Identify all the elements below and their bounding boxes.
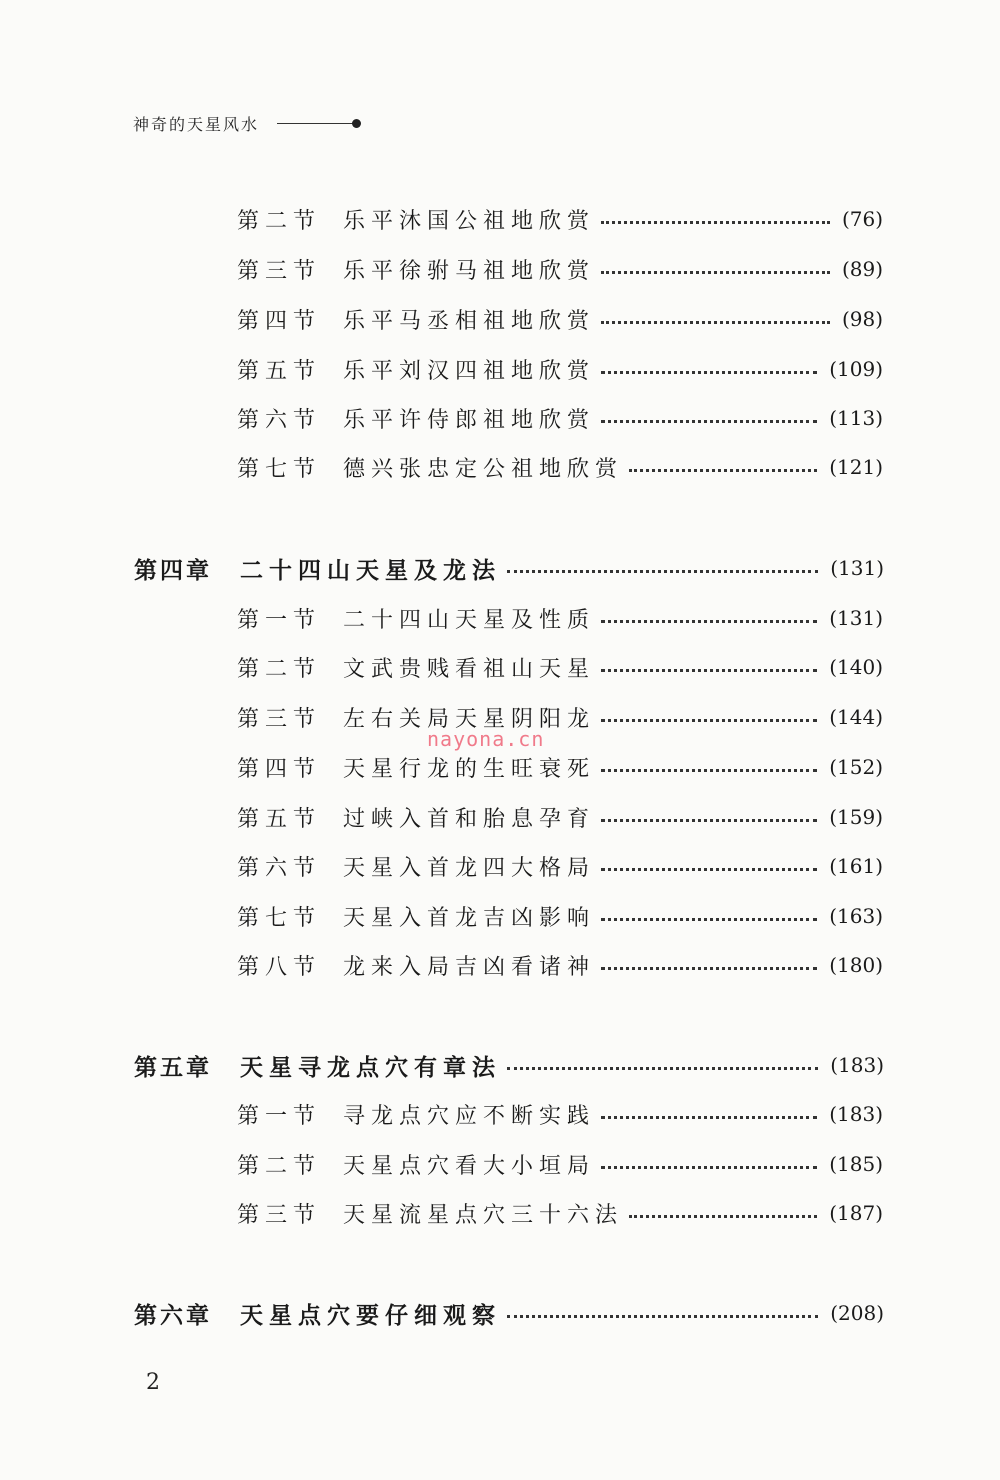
toc-section-entry[interactable] [237, 253, 883, 285]
dot-leader [601, 419, 817, 423]
page-number: (131) [830, 556, 884, 580]
toc-chapter-entry[interactable] [134, 552, 884, 584]
page-number: (89) [841, 257, 883, 281]
book-title: 神奇的天星风水 [133, 115, 260, 134]
dot-leader [601, 1165, 817, 1169]
section-title: 文武贵贱看祖山天星 [343, 656, 596, 682]
page-number: (183) [829, 1102, 883, 1126]
page-number: (152) [829, 755, 883, 779]
page-number: (109) [829, 357, 883, 381]
dot-leader [601, 370, 817, 374]
toc-section-entry[interactable] [237, 801, 883, 833]
chapter-title: 天星点穴要仔细观察 [240, 1302, 501, 1329]
section-label: 第五节 [237, 806, 322, 832]
chapter-title: 二十四山天星及龙法 [240, 557, 501, 584]
section-label: 第二节 [237, 1153, 322, 1179]
page-number: (208) [830, 1301, 884, 1325]
page-number: (113) [829, 406, 883, 430]
page-number: (98) [841, 307, 883, 331]
chapter-label: 第五章 [134, 1054, 212, 1081]
dot-leader [629, 1214, 817, 1218]
dot-leader [601, 1115, 817, 1119]
dot-leader [601, 320, 830, 324]
section-label: 第二节 [237, 656, 322, 682]
section-title: 天星行龙的生旺衰死 [343, 756, 596, 782]
toc-section-entry[interactable] [237, 451, 883, 483]
page-number: (185) [829, 1152, 883, 1176]
dot-leader [507, 1066, 818, 1070]
toc-section-entry[interactable] [237, 402, 883, 434]
page-number: (161) [829, 854, 883, 878]
dot-leader [601, 619, 817, 623]
section-title: 乐平徐驸马祖地欣赏 [343, 258, 596, 284]
toc-section-entry[interactable] [237, 303, 883, 335]
section-label: 第三节 [237, 258, 322, 284]
page-number: (187) [829, 1201, 883, 1225]
section-label: 第四节 [237, 756, 322, 782]
section-title: 左右关局天星阴阳龙 [343, 706, 596, 732]
toc-section-entry[interactable] [237, 850, 883, 882]
toc-section-entry[interactable] [237, 203, 883, 235]
dot-leader [601, 966, 817, 970]
page-number: (76) [841, 207, 883, 231]
section-title: 乐平许侍郎祖地欣赏 [343, 407, 596, 433]
toc-section-entry[interactable] [237, 900, 883, 932]
section-title: 乐平沐国公祖地欣赏 [343, 208, 596, 234]
dot-leader [601, 867, 817, 871]
section-label: 第一节 [237, 607, 322, 633]
page-number: (183) [830, 1053, 884, 1077]
toc-section-entry[interactable] [237, 1098, 883, 1130]
dot-leader [601, 270, 830, 274]
dot-leader [601, 718, 817, 722]
header-dot-icon [352, 119, 361, 128]
section-label: 第三节 [237, 1202, 322, 1228]
page-number: (163) [829, 904, 883, 928]
dot-leader [601, 917, 817, 921]
toc-section-entry[interactable] [237, 1148, 883, 1180]
toc-section-entry[interactable] [237, 949, 883, 981]
page-number: (144) [829, 705, 883, 729]
section-label: 第八节 [237, 954, 322, 980]
dot-leader [507, 569, 818, 573]
dot-leader [601, 768, 817, 772]
section-title: 过峡入首和胎息孕育 [343, 806, 596, 832]
chapter-label: 第六章 [134, 1302, 212, 1329]
section-title: 龙来入局吉凶看诸神 [343, 954, 596, 980]
toc-section-entry[interactable] [237, 602, 883, 634]
section-title: 乐平刘汉四祖地欣赏 [343, 358, 596, 384]
section-title: 天星入首龙吉凶影响 [343, 905, 596, 931]
page-number: (131) [829, 606, 883, 630]
running-header [133, 112, 361, 135]
toc-section-entry[interactable] [237, 1197, 883, 1229]
section-label: 第六节 [237, 855, 322, 881]
section-label: 第六节 [237, 407, 322, 433]
dot-leader [601, 818, 817, 822]
chapter-title: 天星寻龙点穴有章法 [240, 1054, 501, 1081]
page-number: (140) [829, 655, 883, 679]
section-title: 天星入首龙四大格局 [343, 855, 596, 881]
section-title: 天星点穴看大小垣局 [343, 1153, 596, 1179]
dot-leader [601, 668, 817, 672]
page-folio: 2 [146, 1370, 160, 1395]
page-number: (180) [829, 953, 883, 977]
section-label: 第三节 [237, 706, 322, 732]
section-label: 第一节 [237, 1103, 322, 1129]
header-rule [277, 123, 353, 124]
page-number: (121) [829, 455, 883, 479]
toc-section-entry[interactable] [237, 353, 883, 385]
section-title: 二十四山天星及性质 [343, 607, 596, 633]
dot-leader [507, 1314, 818, 1318]
toc-section-entry[interactable] [237, 751, 883, 783]
section-label: 第七节 [237, 456, 322, 482]
section-title: 乐平马丞相祖地欣赏 [343, 308, 596, 334]
dot-leader [601, 220, 830, 224]
page-number: (159) [829, 805, 883, 829]
section-title: 德兴张忠定公祖地欣赏 [343, 456, 624, 482]
section-title: 寻龙点穴应不断实践 [343, 1103, 596, 1129]
section-label: 第二节 [237, 208, 322, 234]
toc-chapter-entry[interactable] [134, 1049, 884, 1081]
section-label: 第五节 [237, 358, 322, 384]
section-label: 第四节 [237, 308, 322, 334]
dot-leader [629, 468, 817, 472]
watermark-text: nayona.cn [427, 727, 545, 751]
toc-section-entry[interactable] [237, 701, 883, 733]
chapter-label: 第四章 [134, 557, 212, 584]
section-label: 第七节 [237, 905, 322, 931]
toc-chapter-entry[interactable] [134, 1297, 884, 1329]
toc-section-entry[interactable] [237, 651, 883, 683]
section-title: 天星流星点穴三十六法 [343, 1202, 624, 1228]
